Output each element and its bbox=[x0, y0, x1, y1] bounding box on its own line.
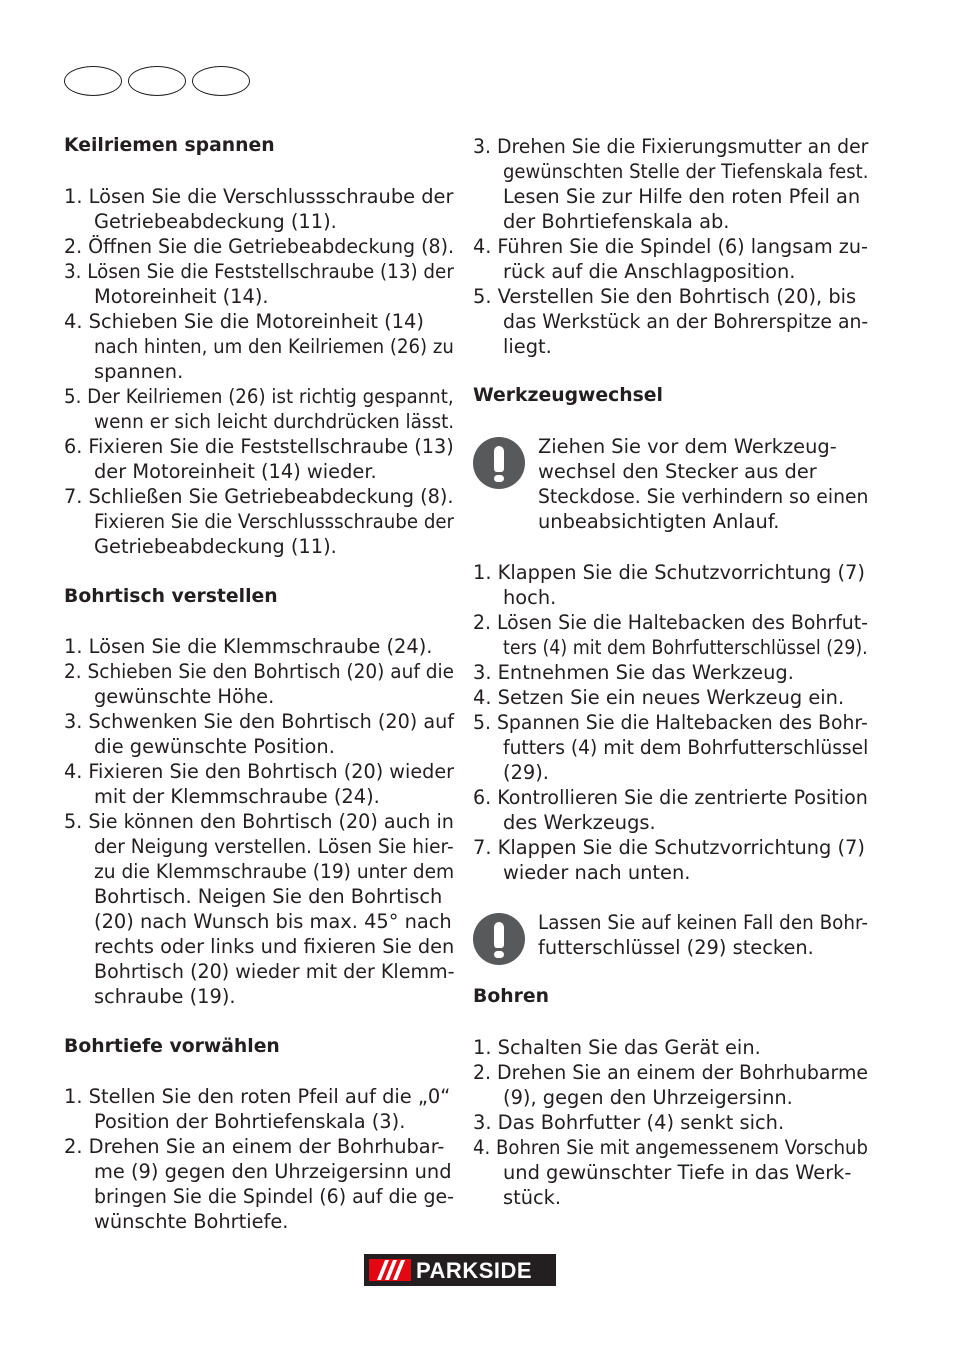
step-line: 6. Kontrollieren Sie die zentrierte Position bbox=[473, 786, 868, 809]
step-line: der Neigung verstellen. Lösen Sie hier- bbox=[94, 835, 454, 858]
step-line: 3. Lösen Sie die Feststellschraube (13) der bbox=[64, 260, 454, 283]
step-line: stück. bbox=[503, 1186, 562, 1209]
step-line: 4. Setzen Sie ein neues Werkzeug ein. bbox=[473, 686, 845, 709]
step-line: 6. Fixieren Sie die Feststellschraube (13) bbox=[64, 435, 454, 458]
step-line: 3. Entnehmen Sie das Werkzeug. bbox=[473, 661, 794, 684]
step-line: Getriebeabdeckung (11). bbox=[94, 535, 337, 558]
step-line: 3. Drehen Sie die Fixierungsmutter an der bbox=[473, 135, 869, 158]
language-oval bbox=[128, 66, 186, 96]
step-line: 1. Lösen Sie die Klemmschraube (24). bbox=[64, 635, 433, 658]
step-line: des Werkzeugs. bbox=[503, 811, 656, 834]
section-heading-keilriemen: Keilriemen spannen bbox=[64, 135, 275, 156]
step-line: 2. Lösen Sie die Haltebacken des Bohrfut- bbox=[473, 611, 868, 634]
step-line: ters (4) mit dem Bohrfutterschlüssel (29). bbox=[503, 636, 868, 659]
step-line: schraube (19). bbox=[94, 985, 236, 1008]
warning-icon bbox=[473, 913, 525, 965]
warning-line: wechsel den Stecker aus der bbox=[538, 460, 817, 483]
step-line: der Bohrtiefenskala ab. bbox=[503, 210, 730, 233]
step-line: 3. Das Bohrfutter (4) senkt sich. bbox=[473, 1111, 785, 1134]
step-line: Motoreinheit (14). bbox=[94, 285, 269, 308]
step-line: 2. Öffnen Sie die Getriebeabdeckung (8). bbox=[64, 235, 455, 258]
step-line: (9), gegen den Uhrzeigersinn. bbox=[503, 1086, 793, 1109]
step-line: gewünschte Höhe. bbox=[94, 685, 275, 708]
step-line: zu die Klemmschraube (19) unter dem bbox=[94, 860, 455, 883]
step-line: 4. Bohren Sie mit angemessenem Vorschub bbox=[473, 1136, 868, 1159]
step-line: 5. Sie können den Bohrtisch (20) auch in bbox=[64, 810, 454, 833]
step-line: Fixieren Sie die Verschlussschraube der bbox=[94, 510, 455, 533]
step-line: hoch. bbox=[503, 586, 557, 609]
step-line: (29). bbox=[503, 761, 549, 784]
step-line: Lesen Sie zur Hilfe den roten Pfeil an bbox=[503, 185, 861, 208]
step-line: die gewünschte Position. bbox=[94, 735, 335, 758]
step-line: Getriebeabdeckung (11). bbox=[94, 210, 337, 233]
warning-line: unbeabsichtigten Anlauf. bbox=[538, 510, 780, 533]
step-line: 2. Drehen Sie an einem der Bohrhubar- bbox=[64, 1135, 445, 1158]
step-line: 7. Schließen Sie Getriebeabdeckung (8). bbox=[64, 485, 454, 508]
step-line: 4. Fixieren Sie den Bohrtisch (20) wieder bbox=[64, 760, 455, 783]
step-line: (20) nach Wunsch bis max. 45° nach bbox=[94, 910, 452, 933]
step-line: 2. Drehen Sie an einem der Bohrhubarme bbox=[473, 1061, 869, 1084]
step-line: 5. Verstellen Sie den Bohrtisch (20), bis bbox=[473, 285, 857, 308]
step-line: 4. Schieben Sie die Motoreinheit (14) bbox=[64, 310, 424, 333]
section-heading-bohrtisch: Bohrtisch verstellen bbox=[64, 586, 278, 607]
step-line: der Motoreinheit (14) wieder. bbox=[94, 460, 377, 483]
step-line: liegt. bbox=[503, 335, 552, 358]
section-heading-bohren: Bohren bbox=[473, 986, 549, 1007]
step-line: futters (4) mit dem Bohrfutterschlüssel bbox=[503, 736, 869, 759]
step-line: bringen Sie die Spindel (6) auf die ge- bbox=[94, 1185, 455, 1208]
logo-red-block bbox=[369, 1259, 411, 1281]
step-line: 1. Schalten Sie das Gerät ein. bbox=[473, 1036, 761, 1059]
step-line: rück auf die Anschlagposition. bbox=[503, 260, 796, 283]
step-line: das Werkstück an der Bohrerspitze an- bbox=[503, 310, 869, 333]
warning-line: Ziehen Sie vor dem Werkzeug- bbox=[538, 435, 837, 458]
warning-icon bbox=[473, 437, 525, 489]
step-line: spannen. bbox=[94, 360, 184, 383]
step-line: wenn er sich leicht durchdrücken lässt. bbox=[94, 410, 455, 433]
step-line: 5. Der Keilriemen (26) ist richtig gespannt, bbox=[64, 385, 454, 408]
step-line: 2. Schieben Sie den Bohrtisch (20) auf die bbox=[64, 660, 455, 683]
step-line: me (9) gegen den Uhrzeigersinn und bbox=[94, 1160, 452, 1183]
step-line: mit der Klemmschraube (24). bbox=[94, 785, 380, 808]
section-heading-werkzeugwechsel: Werkzeugwechsel bbox=[473, 385, 663, 406]
step-line: wünschte Bohrtiefe. bbox=[94, 1210, 289, 1233]
step-line: nach hinten, um den Keilriemen (26) zu bbox=[94, 335, 454, 358]
step-line: und gewünschter Tiefe in das Werk- bbox=[503, 1161, 852, 1184]
step-line: wieder nach unten. bbox=[503, 861, 691, 884]
step-line: 7. Klappen Sie die Schutzvorrichtung (7) bbox=[473, 836, 865, 859]
step-line: Position der Bohrtiefenskala (3). bbox=[94, 1110, 406, 1133]
step-line: 1. Stellen Sie den roten Pfeil auf die „0“ bbox=[64, 1085, 451, 1108]
language-oval bbox=[64, 66, 122, 96]
logo-text: PARKSIDE bbox=[416, 1258, 533, 1283]
step-line: 1. Klappen Sie die Schutzvorrichtung (7) bbox=[473, 561, 865, 584]
step-line: 1. Lösen Sie die Verschlussschraube der bbox=[64, 185, 454, 208]
warning-line: futterschlüssel (29) stecken. bbox=[538, 936, 814, 959]
warning-line: Steckdose. Sie verhindern so einen bbox=[538, 485, 869, 508]
section-heading-bohrtiefe: Bohrtiefe vorwählen bbox=[64, 1036, 280, 1057]
step-line: Bohrtisch (20) wieder mit der Klemm- bbox=[94, 960, 455, 983]
step-line: 5. Spannen Sie die Haltebacken des Bohr- bbox=[473, 711, 868, 734]
step-line: 4. Führen Sie die Spindel (6) langsam zu- bbox=[473, 235, 868, 258]
step-line: 3. Schwenken Sie den Bohrtisch (20) auf bbox=[64, 710, 455, 733]
step-line: gewünschten Stelle der Tiefenskala fest. bbox=[503, 160, 869, 183]
warning-line: Lassen Sie auf keinen Fall den Bohr- bbox=[538, 911, 868, 934]
step-line: rechts oder links und fixieren Sie den bbox=[94, 935, 455, 958]
language-oval bbox=[192, 66, 250, 96]
step-line: Bohrtisch. Neigen Sie den Bohrtisch bbox=[94, 885, 443, 908]
parkside-logo bbox=[364, 1254, 556, 1286]
